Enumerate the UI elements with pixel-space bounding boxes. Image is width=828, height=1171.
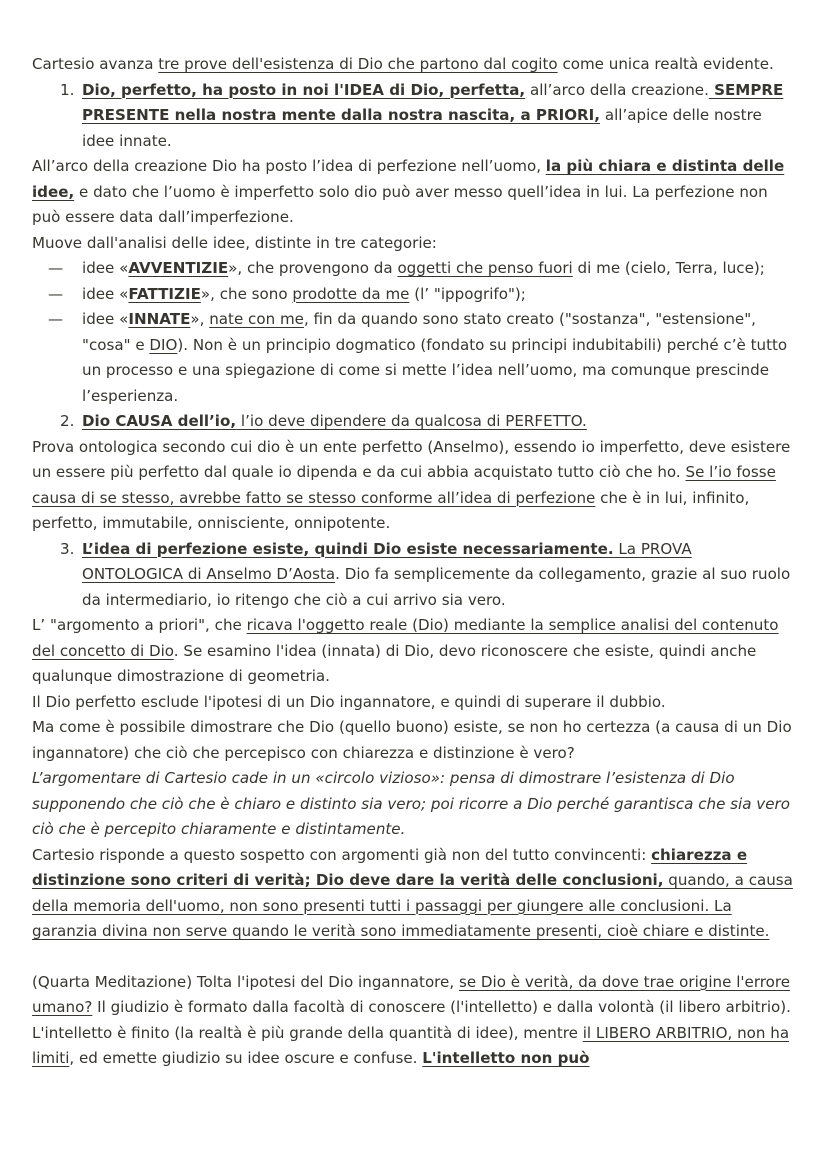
muove-paragraph: Muove dall'analisi delle idee, distinte in tre categorie: <box>32 233 437 252</box>
intro-text-end: come unica realtà evidente. <box>557 55 774 73</box>
proof-1-text: Dio, perfetto, ha posto in noi l'IDEA di Dio, perfetta, all’arco della creazione. SEMPRE PRESENTE nella nostra mente dalla nostra nascita, a PRIORI, all’apice delle nostre idee innate. <box>82 80 784 150</box>
proof-2-item <box>32 409 794 435</box>
intro-underlined: tre prove dell'esistenza di Dio che partono dal cogito <box>158 55 558 73</box>
list-number: 2. <box>60 412 75 430</box>
risponde-paragraph: Cartesio risponde a questo sospetto con argomenti già non del tutto convincenti: chiarezza e distinzione sono criteri di verità; Dio deve dare la verità delle conclusioni, quando, a causa della memoria dell'uomo, non sono presenti tutti i passaggi per giungere alle conclusioni. La garanzia divina non serve quando le verità sono immediatamente presenti, cioè chiare e distinte. <box>32 845 793 940</box>
idea-item-avventizie: — idee «AVVENTIZIE», che provengono da oggetti che penso fuori di me (cielo, Terra, luce); <box>32 256 794 282</box>
dash-bullet: — <box>48 259 64 277</box>
list-number: 1. <box>60 80 75 99</box>
intro-paragraph <box>32 52 794 78</box>
idea-item-innate: — idee «INNATE», nate con me, fin da quando sono stato creato ("sostanza", "estensione", "cosa" e DIO). Non è un principio dogmatico (fondato su principi indubitabili) perché c’è tutto un processo e una spiegazione di come si mette l’idea nell’uomo, ma comunque prescinde l’esperienza. <box>32 307 794 409</box>
paragraph-gap <box>32 945 794 970</box>
proof-1-item <box>32 78 794 155</box>
proof-3-text: L’idea di perfezione esiste, quindi Dio esiste necessariamente. La PROVA ONTOLOGICA di Anselmo D’Aosta. Dio fa semplicemente da collegamento, grazie al suo ruolo da intermediario, io ritengo che ciò a cui arrivo sia vero. <box>82 539 791 609</box>
dash-bullet: — <box>48 310 64 328</box>
list-number: 3. <box>60 539 75 558</box>
ma-paragraph: Ma come è possibile dimostrare che Dio (quello buono) esiste, se non ho certezza (a causa di un Dio ingannatore) che ciò che percepisco con chiarezza e distinzione è vero? <box>32 718 792 762</box>
arco-paragraph: All’arco della creazione Dio ha posto l’idea di perfezione nell’uomo, la più chiara e distinta delle idee, e dato che l’uomo è imperfetto solo dio può aver messo quell’idea in lui. La perfezione non può essere data dall’imperfezione. <box>32 157 785 226</box>
argomento-paragraph: L’ "argomento a priori", che ricava l'oggetto reale (Dio) mediante la semplice analisi del contenuto del concetto di Dio. Se esamino l'idea (innata) di Dio, devo riconoscere che esiste, quindi anche qualunque dimostrazione di geometria. <box>32 616 779 685</box>
perfetto-paragraph: Il Dio perfetto esclude l'ipotesi di un Dio ingannatore, e quindi di superare il dubbio. <box>32 692 666 711</box>
proof-2-text: Dio CAUSA dell’io, l’io deve dipendere da qualcosa di PERFETTO. <box>82 412 587 430</box>
quarta-paragraph: (Quarta Meditazione) Tolta l'ipotesi del Dio ingannatore, se Dio è verità, da dove trae origine l'errore umano? Il giudizio è formato dalla facoltà di conoscere (l'intelletto) e dalla volontà (il libero arbitrio). L'intelletto è finito (la realtà è più grande della quantità di idee), mentre il LIBERO ARBITRIO, non ha limiti, ed emette giudizio su idee oscure e confuse. L'intelletto non può <box>32 972 791 1067</box>
dash-bullet: — <box>48 284 64 303</box>
prova-paragraph: Prova ontologica secondo cui dio è un ente perfetto (Anselmo), essendo io imperfetto, deve esistere un essere più perfetto dal quale io dipenda e da cui abbia acquistato tutto ciò che ho. Se l’io fosse causa di se stesso, avrebbe fatto se stesso conforme all’idea di perfezione che è in lui, infinito, perfetto, immutabile, onnisciente, onnipotente. <box>32 437 791 532</box>
intro-text: Cartesio avanza <box>32 55 159 73</box>
proof-3-item <box>32 537 794 614</box>
circolo-paragraph: L’argomentare di Cartesio cade in un «circolo vizioso»: pensa di dimostrare l’esistenza di Dio supponendo che ciò che è chiaro e distinto sia vero; poi ricorre a Dio perché garantisca che sia vero ciò che è percepito chiaramente e distintamente. <box>32 769 790 838</box>
idea-item-fattizie: — idee «FATTIZIE», che sono prodotte da me (l’ "ippogrifo"); <box>32 282 794 308</box>
